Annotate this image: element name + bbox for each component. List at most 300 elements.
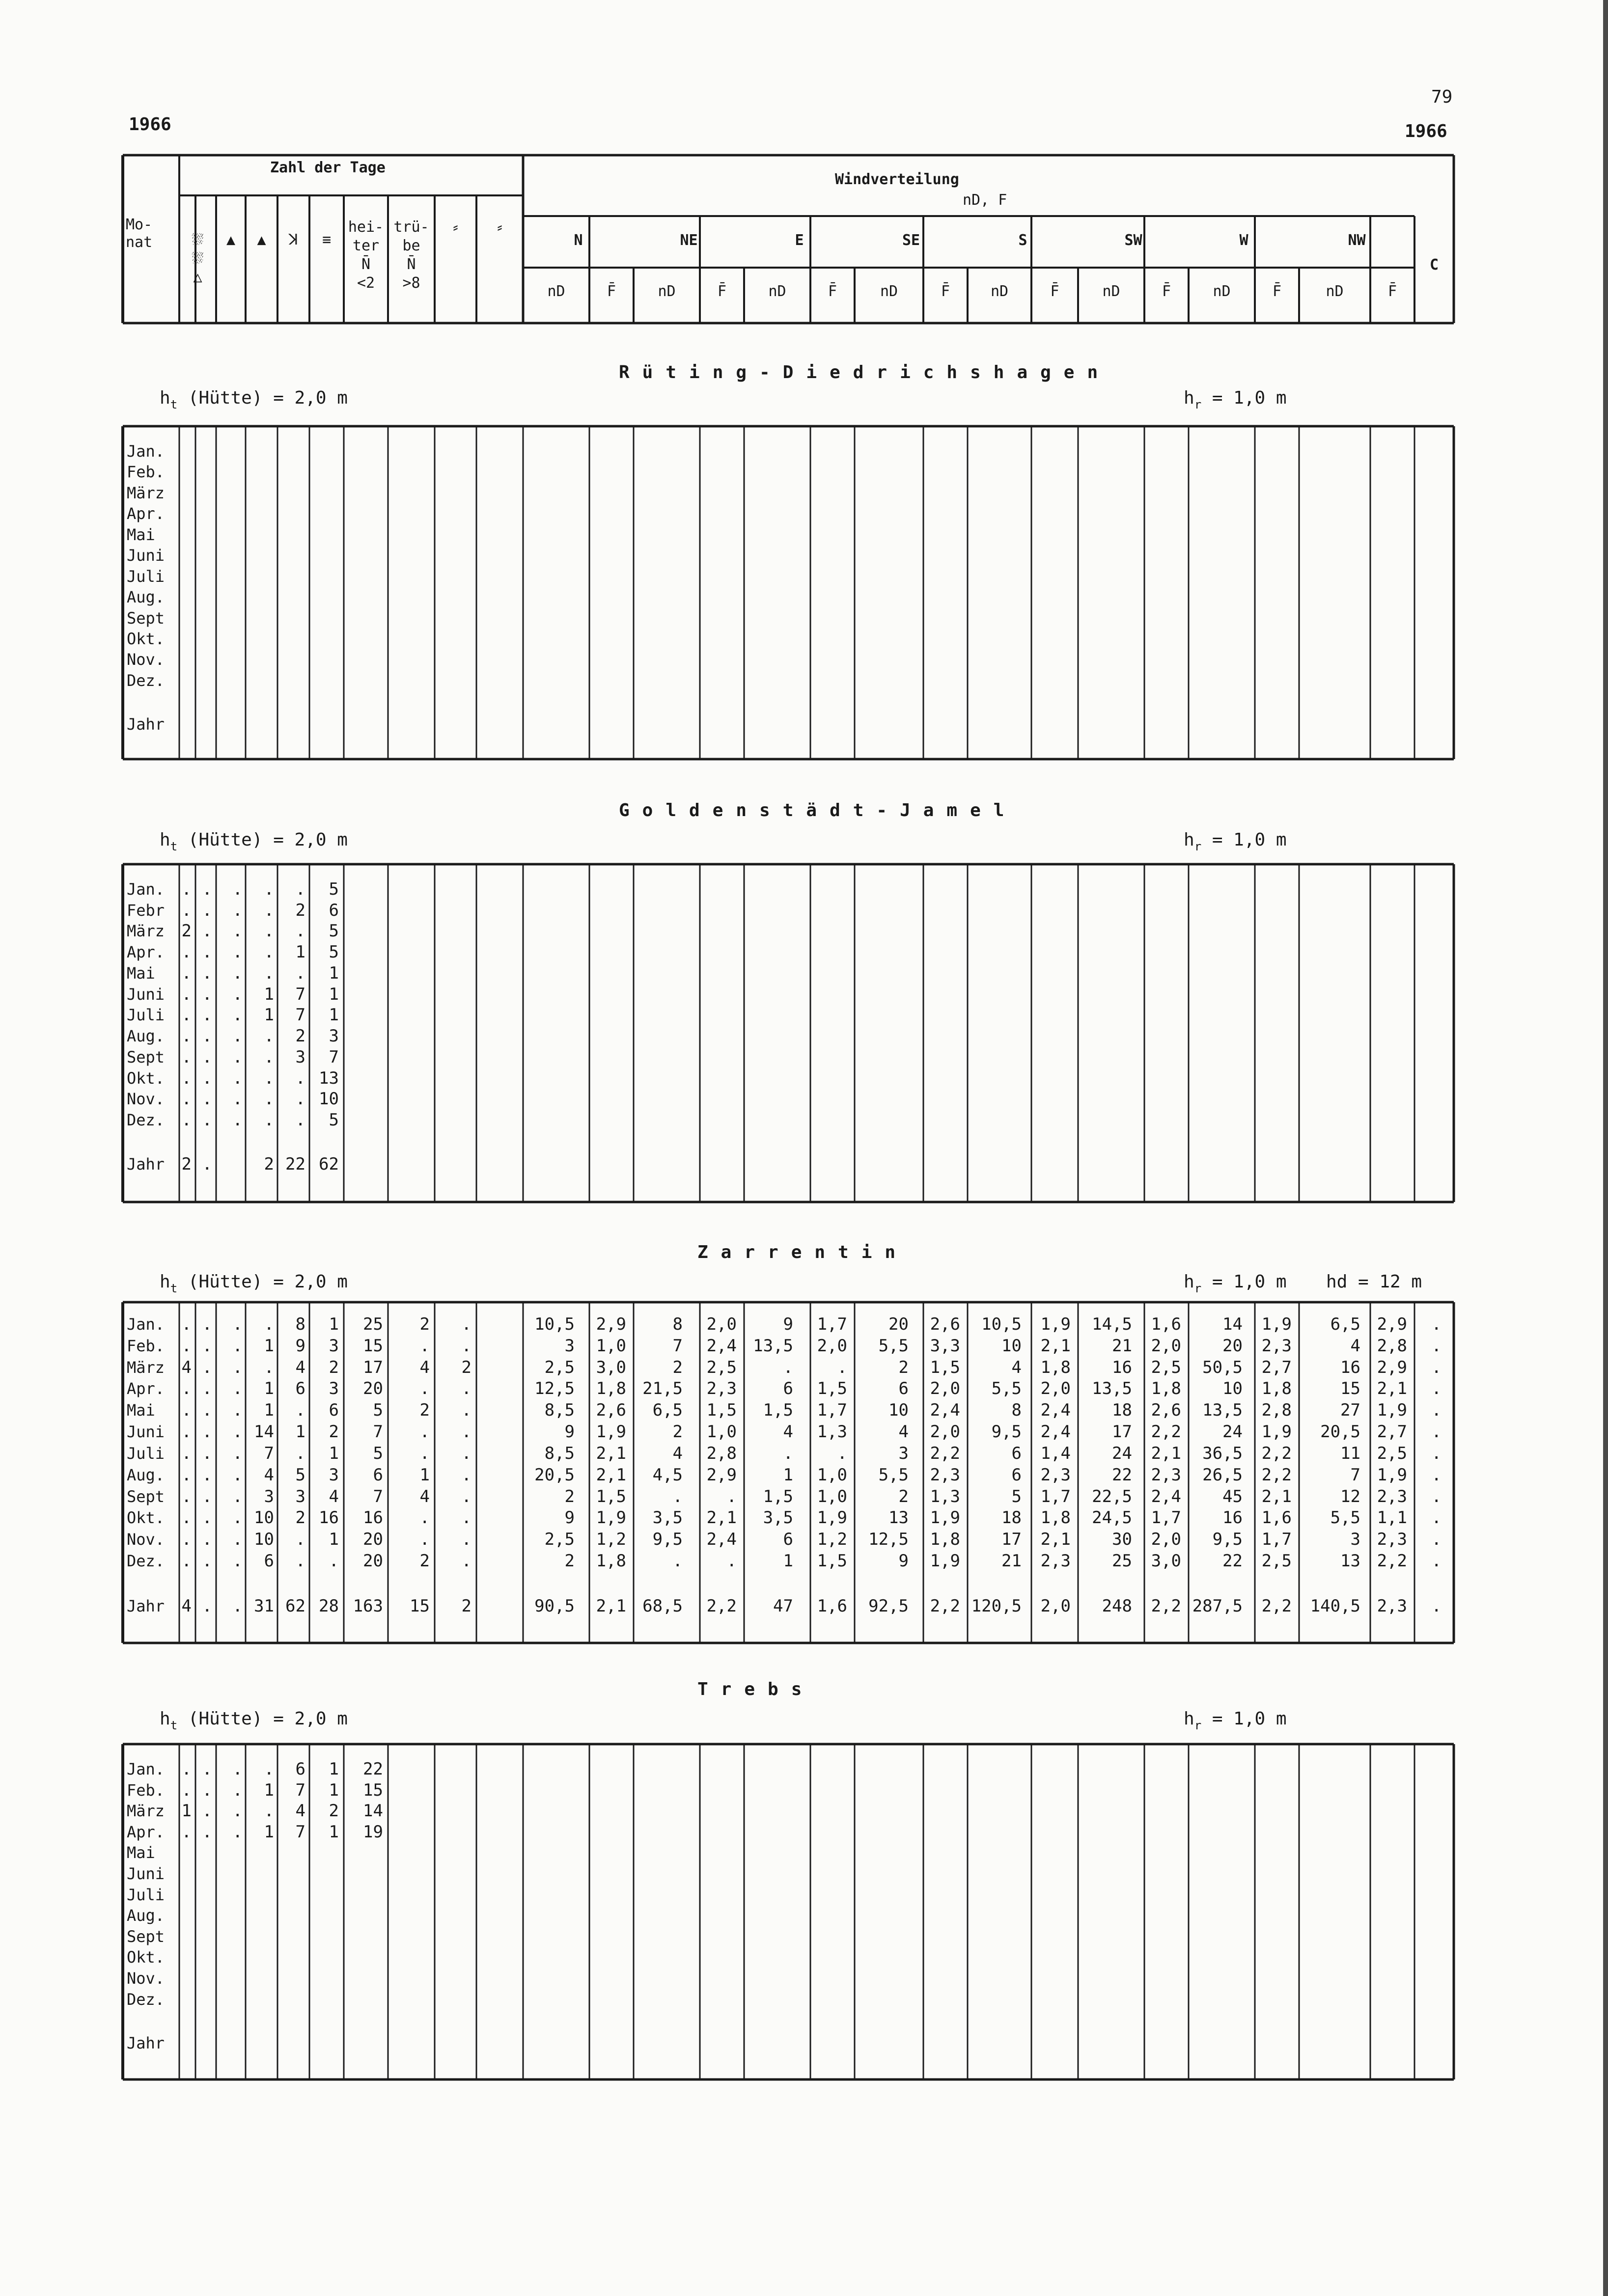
ht-subscript: t: [170, 1282, 178, 1295]
table-cell: 6: [295, 1379, 305, 1399]
table-cell: .: [461, 1379, 471, 1399]
table-cell: 2,5: [1377, 1443, 1407, 1463]
month-label: Aug.: [127, 588, 165, 607]
hr-label: [1184, 1272, 1287, 1295]
table-cell: 17: [1001, 1530, 1022, 1550]
table-cell: 248: [1102, 1596, 1132, 1616]
table-cell: .: [461, 1314, 471, 1334]
station-name: Trebs: [697, 1679, 815, 1699]
header-nd: nD: [768, 283, 786, 300]
table-cell: 3: [1350, 1530, 1360, 1550]
table-cell: .: [419, 1530, 430, 1550]
table-cell: 5: [373, 1400, 383, 1421]
table-cell: 10,5: [981, 1314, 1022, 1334]
table-cell: 5: [329, 942, 339, 962]
table-cell: .: [232, 1068, 243, 1088]
table-cell: .: [295, 1400, 305, 1421]
table-cell: 1: [329, 984, 339, 1004]
month-label: Dez.: [127, 671, 165, 690]
table-cell: .: [181, 1465, 192, 1485]
table-cell: .: [181, 1068, 192, 1088]
table-cell: 36,5: [1202, 1443, 1243, 1463]
header-f: F̄: [1050, 283, 1059, 300]
table-cell: .: [461, 1336, 471, 1356]
table-cell: 1,5: [817, 1551, 847, 1571]
month-label: Feb.: [127, 1780, 165, 1800]
table-cell: .: [202, 1422, 212, 1442]
table-cell: 2,1: [596, 1596, 626, 1616]
table-cell: 6,5: [652, 1400, 683, 1421]
table-cell: 2,2: [1261, 1596, 1292, 1616]
month-label: Apr.: [127, 943, 165, 962]
ht-symbol: h: [160, 1709, 170, 1729]
table-cell: 6: [264, 1551, 274, 1571]
table-cell: 2,3: [1151, 1465, 1181, 1485]
table-cell: 2,2: [1151, 1596, 1181, 1616]
table-cell: 8: [295, 1314, 305, 1334]
table-cell: 16: [363, 1508, 383, 1528]
table-cell: .: [232, 1314, 243, 1334]
table-cell: .: [461, 1422, 471, 1442]
table-cell: .: [202, 1026, 212, 1046]
table-cell: 24,5: [1092, 1508, 1132, 1528]
table-cell: 5,5: [878, 1465, 909, 1485]
table-cell: .: [202, 1314, 212, 1334]
table-cell: 13: [888, 1508, 909, 1528]
jahr-label: Jahr: [127, 1155, 165, 1174]
table-cell: 15: [363, 1780, 383, 1800]
table-cell: 2: [329, 1801, 339, 1821]
month-label: Juli: [127, 1885, 165, 1904]
table-cell: .: [181, 1486, 192, 1506]
table-cell: .: [837, 1357, 847, 1377]
table-cell: 2,3: [1377, 1596, 1407, 1616]
table-cell: .: [181, 1443, 192, 1463]
table-cell: .: [295, 1089, 305, 1109]
month-label: Dez.: [127, 1111, 165, 1130]
ht-symbol: h: [160, 388, 170, 408]
table-cell: 27: [1340, 1400, 1360, 1421]
table-cell: .: [202, 1336, 212, 1356]
hr-subscript: r: [1194, 840, 1202, 853]
table-cell: 1: [264, 1400, 274, 1421]
ht-subscript: t: [170, 1719, 178, 1732]
table-cell: 1,8: [596, 1551, 626, 1571]
header-day-symbol: trü- be N̄ >8: [393, 219, 429, 292]
table-cell: .: [461, 1400, 471, 1421]
table-cell: .: [672, 1486, 683, 1506]
month-label: Jan.: [127, 880, 165, 899]
table-cell: 9,5: [1212, 1530, 1243, 1550]
table-cell: 1,8: [1151, 1379, 1181, 1399]
table-cell: 2,0: [1151, 1530, 1181, 1550]
table-cell: .: [232, 900, 243, 920]
page-number: 79: [1431, 87, 1453, 107]
hr-symbol: h: [1184, 1272, 1194, 1292]
table-cell: 5,5: [878, 1336, 909, 1356]
table-cell: .: [202, 1551, 212, 1571]
month-label: Sept: [127, 608, 165, 628]
table-cell: .: [181, 1005, 192, 1025]
month-label: Jan.: [127, 1760, 165, 1778]
table-cell: 1: [295, 1422, 305, 1442]
table-cell: 1: [329, 1005, 339, 1025]
table-cell: .: [232, 984, 243, 1004]
table-cell: .: [232, 1486, 243, 1506]
table-cell: 1: [329, 1443, 339, 1463]
table-cell: .: [202, 1508, 212, 1528]
table-cell: 12,5: [868, 1530, 909, 1550]
month-label: Mai: [127, 1843, 155, 1862]
table-cell: 21,5: [642, 1379, 683, 1399]
month-label: Nov.: [127, 1530, 165, 1549]
month-label: Feb.: [127, 463, 165, 482]
table-cell: .: [202, 1379, 212, 1399]
header-nd: nD: [658, 283, 676, 300]
table-cell: .: [783, 1443, 793, 1463]
table-cell: 2,0: [1040, 1379, 1071, 1399]
header-f: F̄: [717, 283, 727, 300]
table-cell: .: [232, 879, 243, 899]
table-cell: 1,5: [763, 1400, 793, 1421]
table-cell: .: [264, 900, 274, 920]
ht-label: [160, 1272, 348, 1295]
table-cell: .: [264, 921, 274, 941]
table-cell: 2: [181, 921, 192, 941]
table-cell: 4: [1350, 1336, 1360, 1356]
header-day-symbol: ꓘ: [288, 231, 299, 248]
table-cell: 1: [264, 984, 274, 1004]
ht-subscript: t: [170, 840, 178, 853]
year-left: 1966: [129, 114, 171, 135]
table-cell: 2,3: [930, 1465, 960, 1485]
table-cell: 2,8: [1261, 1400, 1292, 1421]
table-cell: 1,9: [596, 1508, 626, 1528]
table-cell: 4: [783, 1422, 793, 1442]
table-cell: 8: [672, 1314, 683, 1334]
table-cell: 1,5: [930, 1357, 960, 1377]
table-cell: 62: [285, 1596, 305, 1616]
table-cell: 19: [363, 1822, 383, 1842]
table-cell: .: [232, 1443, 243, 1463]
table-cell: 45: [1222, 1486, 1243, 1506]
table-cell: .: [461, 1508, 471, 1528]
table-cell: .: [202, 1005, 212, 1025]
table-cell: 2: [295, 1508, 305, 1528]
table-cell: 1: [329, 1314, 339, 1334]
table-cell: 1,9: [817, 1508, 847, 1528]
table-cell: 18: [1112, 1400, 1132, 1421]
jahr-label: Jahr: [127, 1597, 165, 1615]
month-label: März: [127, 1802, 165, 1821]
header-nd: nD: [547, 283, 565, 300]
table-cell: .: [181, 1314, 192, 1334]
table-cell: 4: [181, 1596, 192, 1616]
month-label: Febr: [127, 901, 165, 920]
table-cell: .: [783, 1357, 793, 1377]
table-cell: .: [181, 879, 192, 899]
table-cell: 1,5: [817, 1379, 847, 1399]
table-cell: .: [181, 1047, 192, 1067]
table-cell: 1,8: [1261, 1379, 1292, 1399]
month-label: Mai: [127, 963, 155, 983]
table-cell: 5,5: [991, 1379, 1022, 1399]
hr-label: [1184, 1709, 1287, 1732]
ht-value: (Hütte) = 2,0 m: [177, 830, 348, 850]
table-cell: 1,8: [1040, 1508, 1071, 1528]
table-cell: 5: [329, 921, 339, 941]
table-cell: 47: [773, 1596, 793, 1616]
table-cell: 1,0: [596, 1336, 626, 1356]
table-cell: 7: [373, 1422, 383, 1442]
table-cell: 2,2: [930, 1443, 960, 1463]
table-cell: .: [232, 963, 243, 983]
table-cell: 1: [419, 1465, 430, 1485]
table-cell: .: [1431, 1336, 1442, 1356]
table-cell: 28: [319, 1596, 339, 1616]
table-cell: 1,9: [930, 1508, 960, 1528]
table-cell: 2,0: [1040, 1596, 1071, 1616]
table-cell: 7: [295, 1005, 305, 1025]
table-cell: 2: [672, 1357, 683, 1377]
table-cell: 20: [363, 1379, 383, 1399]
table-cell: 1,0: [706, 1422, 737, 1442]
table-cell: 3: [564, 1336, 575, 1356]
table-cell: .: [461, 1465, 471, 1485]
table-cell: .: [1431, 1596, 1442, 1616]
table-cell: 7: [329, 1047, 339, 1067]
table-cell: .: [202, 942, 212, 962]
table-cell: 25: [363, 1314, 383, 1334]
table-cell: 16: [1222, 1508, 1243, 1528]
ht-symbol: h: [160, 830, 170, 850]
table-cell: 2,4: [1040, 1400, 1071, 1421]
month-label: Sept: [127, 1927, 165, 1946]
table-cell: 1,5: [763, 1486, 793, 1506]
header-direction: N: [574, 232, 583, 249]
table-cell: .: [419, 1443, 430, 1463]
month-label: Okt.: [127, 1948, 165, 1967]
table-cell: .: [181, 1400, 192, 1421]
table-cell: 2,0: [930, 1379, 960, 1399]
header-direction: S: [1018, 232, 1027, 249]
table-cell: 2,9: [706, 1465, 737, 1485]
table-cell: 14,5: [1092, 1314, 1132, 1334]
table-cell: 92,5: [868, 1596, 909, 1616]
header-f: F̄: [828, 283, 837, 300]
table-cell: .: [837, 1443, 847, 1463]
table-cell: 1: [329, 1822, 339, 1842]
hr-label: [1184, 388, 1287, 411]
table-cell: .: [1431, 1486, 1442, 1506]
table-cell: 68,5: [642, 1596, 683, 1616]
table-cell: .: [232, 1026, 243, 1046]
month-label: Dez.: [127, 1551, 165, 1570]
header-monat: Mo- nat: [126, 216, 153, 251]
table-cell: 1: [264, 1005, 274, 1025]
table-cell: 26,5: [1202, 1465, 1243, 1485]
table-cell: .: [295, 1530, 305, 1550]
table-cell: 2: [461, 1357, 471, 1377]
table-cell: .: [1431, 1530, 1442, 1550]
table-cell: 13,5: [1202, 1400, 1243, 1421]
table-cell: 2,5: [1151, 1357, 1181, 1377]
table-cell: .: [202, 1047, 212, 1067]
hr-subscript: r: [1194, 1282, 1202, 1295]
table-cell: 2,2: [706, 1596, 737, 1616]
table-cell: 24: [1112, 1443, 1132, 1463]
hr-label: [1184, 830, 1287, 853]
table-cell: .: [1431, 1357, 1442, 1377]
table-cell: 6,5: [1330, 1314, 1360, 1334]
table-cell: 8,5: [544, 1400, 575, 1421]
table-cell: 12: [1340, 1486, 1360, 1506]
table-cell: 3,0: [596, 1357, 626, 1377]
table-cell: 1: [329, 963, 339, 983]
table-cell: .: [419, 1422, 430, 1442]
hr-symbol: h: [1184, 388, 1194, 408]
table-cell: 22: [1222, 1551, 1243, 1571]
table-cell: 9: [898, 1551, 909, 1571]
table-cell: 1,7: [1261, 1530, 1292, 1550]
table-cell: .: [264, 942, 274, 962]
table-cell: .: [461, 1486, 471, 1506]
table-cell: 10: [319, 1089, 339, 1109]
table-cell: 1,7: [1151, 1508, 1181, 1528]
table-cell: 3: [329, 1336, 339, 1356]
table-cell: 20,5: [1320, 1422, 1360, 1442]
table-cell: 13: [1340, 1551, 1360, 1571]
table-cell: .: [295, 963, 305, 983]
table-cell: .: [181, 1026, 192, 1046]
month-label: Juni: [127, 546, 165, 565]
table-cell: 2,5: [1261, 1551, 1292, 1571]
table-cell: 120,5: [971, 1596, 1022, 1616]
header-nd: nD: [990, 283, 1009, 300]
table-cell: 1,6: [817, 1596, 847, 1616]
table-cell: 1,7: [1040, 1486, 1071, 1506]
table-cell: 1,8: [596, 1379, 626, 1399]
table-cell: .: [295, 879, 305, 899]
header-day-symbol: hei- ter N̄ <2: [348, 219, 384, 292]
hd-label: hd = 12 m: [1326, 1272, 1422, 1292]
table-cell: .: [202, 1154, 212, 1174]
table-cell: 2,6: [1151, 1400, 1181, 1421]
table-cell: 5: [1011, 1486, 1022, 1506]
month-label: März: [127, 1358, 165, 1377]
table-cell: 1: [329, 1759, 339, 1779]
table-cell: .: [181, 1336, 192, 1356]
table-cell: 1,5: [706, 1400, 737, 1421]
table-cell: 1: [295, 942, 305, 962]
table-cell: 7: [295, 1822, 305, 1842]
table-cell: 24: [1222, 1422, 1243, 1442]
table-cell: 1,8: [930, 1530, 960, 1550]
table-cell: 2,9: [596, 1314, 626, 1334]
table-cell: 2,4: [706, 1336, 737, 1356]
table-cell: .: [232, 1047, 243, 1067]
table-cell: 2,3: [1377, 1530, 1407, 1550]
table-cell: 2,3: [1261, 1336, 1292, 1356]
table-cell: 2: [898, 1357, 909, 1377]
table-cell: .: [181, 1422, 192, 1442]
table-cell: 2,1: [1261, 1486, 1292, 1506]
table-cell: 9: [783, 1314, 793, 1334]
table-cell: 14: [1222, 1314, 1243, 1334]
table-cell: .: [232, 1822, 243, 1842]
table-cell: 1: [329, 1530, 339, 1550]
table-cell: 163: [353, 1596, 383, 1616]
table-cell: 90,5: [534, 1596, 575, 1616]
table-cell: .: [264, 1068, 274, 1088]
ht-value: (Hütte) = 2,0 m: [177, 1709, 348, 1729]
table-cell: .: [202, 921, 212, 941]
month-label: Mai: [127, 1401, 155, 1420]
table-cell: 1: [329, 1780, 339, 1800]
table-cell: .: [461, 1551, 471, 1571]
table-cell: 2,1: [1151, 1443, 1181, 1463]
jahr-label: Jahr: [127, 715, 165, 734]
hr-value: = 1,0 m: [1201, 830, 1287, 850]
ht-value: (Hütte) = 2,0 m: [177, 388, 348, 408]
table-cell: 1,9: [1261, 1422, 1292, 1442]
table-cell: .: [181, 1551, 192, 1571]
table-cell: 2: [295, 1026, 305, 1046]
table-cell: 2,8: [1377, 1336, 1407, 1356]
table-cell: 2,7: [1377, 1422, 1407, 1442]
header-nd-f: nD, F: [963, 191, 1007, 209]
table-cell: 5: [329, 1110, 339, 1130]
table-cell: .: [264, 1801, 274, 1821]
table-cell: .: [264, 1314, 274, 1334]
table-cell: 4,5: [652, 1465, 683, 1485]
table-cell: 1: [264, 1822, 274, 1842]
month-label: Apr.: [127, 1379, 165, 1398]
table-cell: .: [1431, 1508, 1442, 1528]
table-cell: .: [232, 1400, 243, 1421]
table-cell: 1,9: [596, 1422, 626, 1442]
month-label: Feb.: [127, 1336, 165, 1355]
month-label: Jan.: [127, 442, 165, 461]
table-cell: 2,3: [1377, 1486, 1407, 1506]
table-cell: 30: [1112, 1530, 1132, 1550]
header-f: F̄: [1272, 283, 1282, 300]
month-label: Juni: [127, 984, 165, 1004]
table-cell: 4: [672, 1443, 683, 1463]
table-cell: 1,9: [930, 1551, 960, 1571]
table-cell: 2,8: [706, 1443, 737, 1463]
month-label: Juni: [127, 1422, 165, 1442]
table-cell: 10: [1222, 1379, 1243, 1399]
table-cell: .: [419, 1379, 430, 1399]
header-f: F̄: [1162, 283, 1171, 300]
table-cell: 9: [564, 1508, 575, 1528]
table-cell: 2,1: [1040, 1530, 1071, 1550]
table-cell: 25: [1112, 1551, 1132, 1571]
table-cell: .: [1431, 1400, 1442, 1421]
table-cell: 4: [329, 1486, 339, 1506]
table-cell: .: [202, 1596, 212, 1616]
table-cell: 2,4: [1040, 1422, 1071, 1442]
header-direction: E: [795, 232, 804, 249]
table-cell: .: [232, 1336, 243, 1356]
month-label: Aug.: [127, 1906, 165, 1925]
table-cell: 20: [1222, 1336, 1243, 1356]
table-cell: 6: [1011, 1443, 1022, 1463]
table-cell: .: [202, 1068, 212, 1088]
table-cell: 7: [264, 1443, 274, 1463]
table-cell: 21: [1112, 1336, 1132, 1356]
